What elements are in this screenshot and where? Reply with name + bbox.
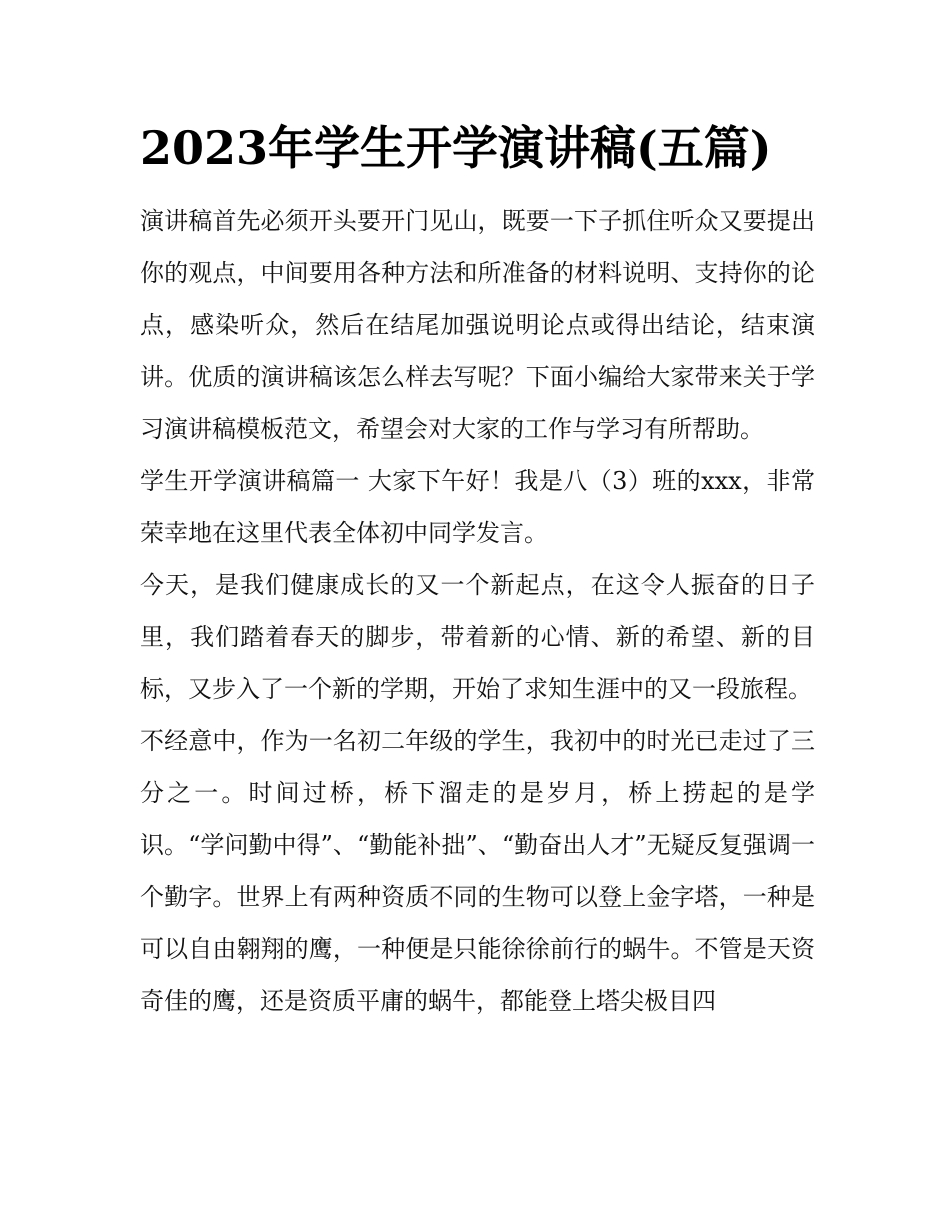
- paragraph-new-semester: 今天，是我们健康成长的又一个新起点，在这令人振奋的日子里，我们踏着春天的脚步，带着新的心情、新的希望、新的目标，又步入了一个新的学期，开始了求知生涯中的又一段旅程。: [140, 571, 815, 703]
- paragraph-diligence: 不经意中，作为一名初二年级的学生，我初中的时光已走过了三分之一。时间过桥，桥下溜走的是岁月，桥上捞起的是学识。“学问勤中得”、“勤能补拙”、“勤奋出人才”无疑反复强调一个勤字。世界上有两种资质不同的生物可以登上金字塔，一种是可以自由翱翔的鹰，一种便是只能徐徐前行的蜗牛。不管是天资奇佳的鹰，还是资质平庸的蜗牛，都能登上塔尖极目四: [140, 727, 815, 1015]
- document-body: [140, 195, 815, 1027]
- document-title: 2023年学生开学演讲稿(五篇): [140, 121, 772, 175]
- paragraph-intro: 演讲稿首先必须开头要开门见山，既要一下子抓住听众又要提出你的观点，中间要用各种方法和所准备的材料说明、支持你的论点，感染听众，然后在结尾加强说明论点或得出结论，结束演讲。优质的演讲稿该怎么样去写呢？下面小编给大家带来关于学习演讲稿模板范文，希望会对大家的工作与学习有所帮助。: [140, 207, 815, 443]
- paragraph-speech-opening: 学生开学演讲稿篇一 大家下午好！我是八（3）班的xxx，非常荣幸地在这里代表全体初中同学发言。: [140, 467, 815, 547]
